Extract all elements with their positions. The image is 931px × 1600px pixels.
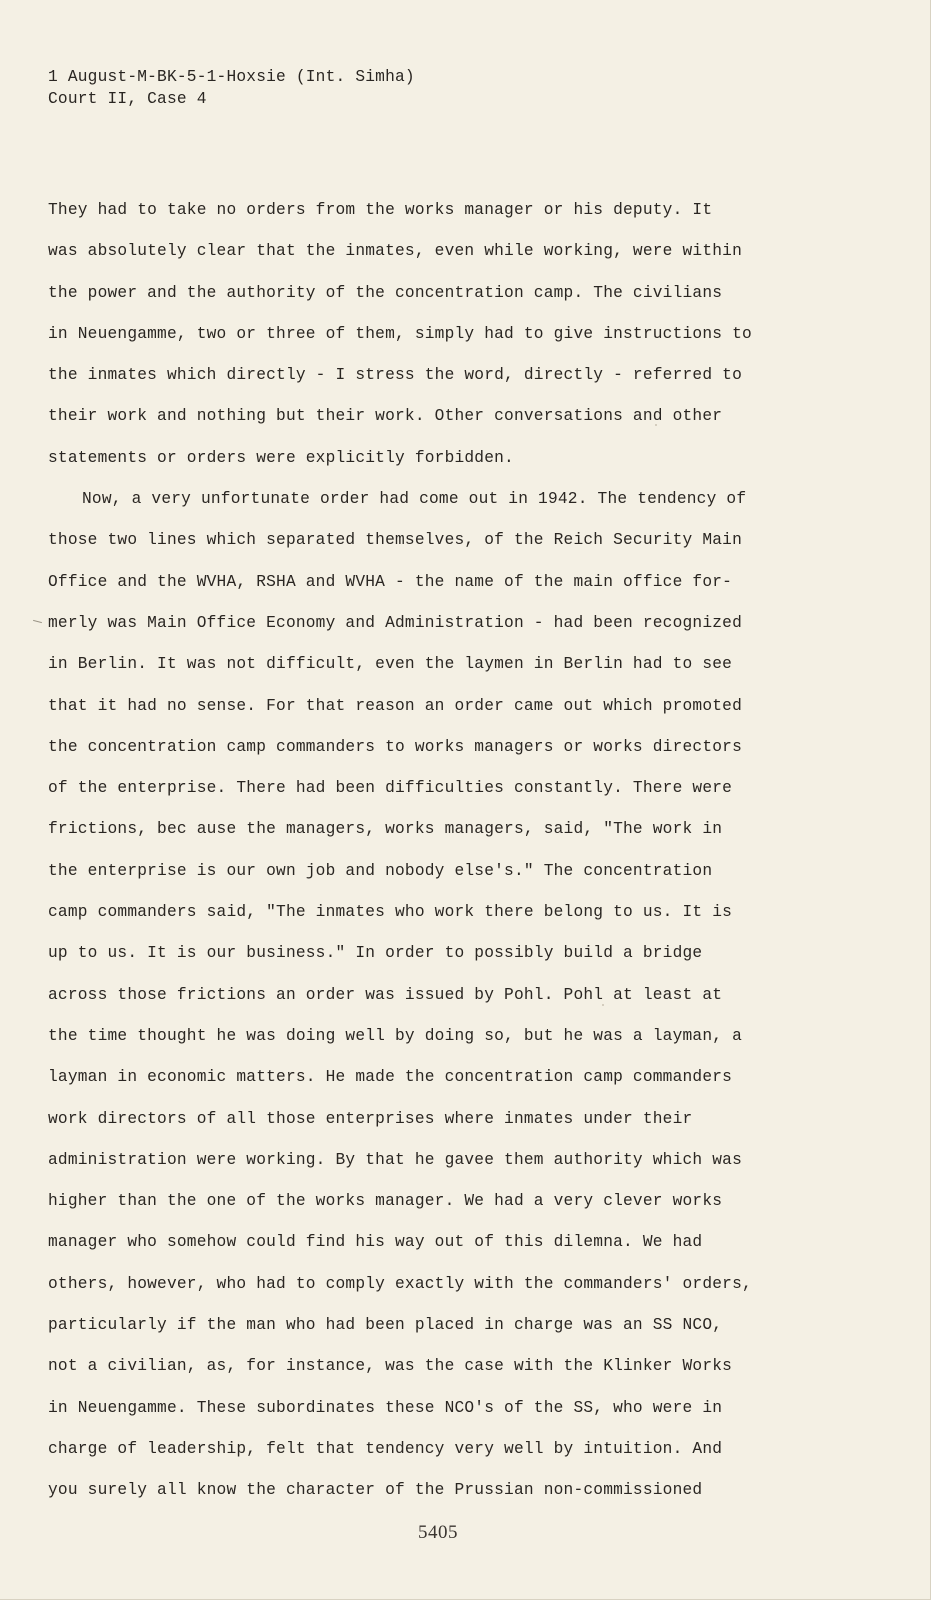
- text-line: that it had no sense. For that reason an order came out which promoted: [48, 696, 742, 715]
- transcript-body: [48, 190, 808, 1512]
- page-number: 5405: [418, 1522, 458, 1543]
- text-line: in Neuengamme. These subordinates these NCO's of the SS, who were in: [48, 1398, 723, 1417]
- text-line: Office and the WVHA, RSHA and WVHA - the name of the main office for-: [48, 572, 733, 591]
- text-line: in Neuengamme, two or three of them, simply had to give instructions to: [48, 324, 752, 343]
- text-line: of the enterprise. There had been difficulties constantly. There were: [48, 779, 733, 798]
- text-line: their work and nothing but their work. Other conversations and other: [48, 407, 723, 426]
- text-line: statements or orders were explicitly forbidden.: [48, 448, 514, 467]
- text-line: merly was Main Office Economy and Administration - had been recognized: [48, 613, 742, 632]
- margin-mark: [33, 620, 42, 623]
- text-line: They had to take no orders from the works manager or his deputy. It: [48, 201, 713, 219]
- text-line: higher than the one of the works manager. We had a very clever works: [48, 1192, 723, 1211]
- text-line: across those frictions an order was issued by Pohl. Pohl at least at: [48, 985, 723, 1004]
- text-line: those two lines which separated themselves, of the Reich Security Main: [48, 531, 742, 550]
- transcript-header: [48, 66, 415, 110]
- text-line: camp commanders said, "The inmates who work there belong to us. It is: [48, 903, 733, 922]
- text-line: manager who somehow could find his way out of this dilemna. We had: [48, 1233, 703, 1252]
- text-line: was absolutely clear that the inmates, even while working, were within: [48, 242, 742, 261]
- header-court-line: Court II, Case 4: [48, 90, 207, 108]
- header-session-line: 1 August-M-BK-5-1-Hoxsie (Int. Simha): [48, 68, 415, 86]
- text-line: particularly if the man who had been placed in charge was an SS NCO,: [48, 1316, 723, 1335]
- text-line: not a civilian, as, for instance, was the case with the Klinker Works: [48, 1357, 733, 1376]
- text-line: the time thought he was doing well by doing so, but he was a layman, a: [48, 1026, 742, 1045]
- text-line: frictions, bec ause the managers, works managers, said, "The work in: [48, 820, 723, 839]
- text-line: others, however, who had to comply exactly with the commanders' orders,: [48, 1274, 752, 1293]
- text-line: administration were working. By that he gavee them authority which was: [48, 1150, 742, 1169]
- text-line: you surely all know the character of the Prussian non-commissioned: [48, 1481, 703, 1500]
- text-line: up to us. It is our business." In order to possibly build a bridge: [48, 944, 703, 963]
- text-line: the enterprise is our own job and nobody else's." The concentration: [48, 861, 713, 880]
- text-line: layman in economic matters. He made the concentration camp commanders: [48, 1068, 733, 1087]
- text-line: the power and the authority of the concentration camp. The civilians: [48, 283, 723, 302]
- text-line: work directors of all those enterprises where inmates under their: [48, 1109, 693, 1128]
- text-line: the inmates which directly - I stress the word, directly - referred to: [48, 366, 742, 385]
- paragraph-start-line: Now, a very unfortunate order had come out in 1942. The tendency of: [82, 490, 747, 509]
- text-line: in Berlin. It was not difficult, even the laymen in Berlin had to see: [48, 655, 733, 674]
- text-line: the concentration camp commanders to works managers or works directors: [48, 737, 742, 756]
- text-line: charge of leadership, felt that tendency very well by intuition. And: [48, 1439, 723, 1458]
